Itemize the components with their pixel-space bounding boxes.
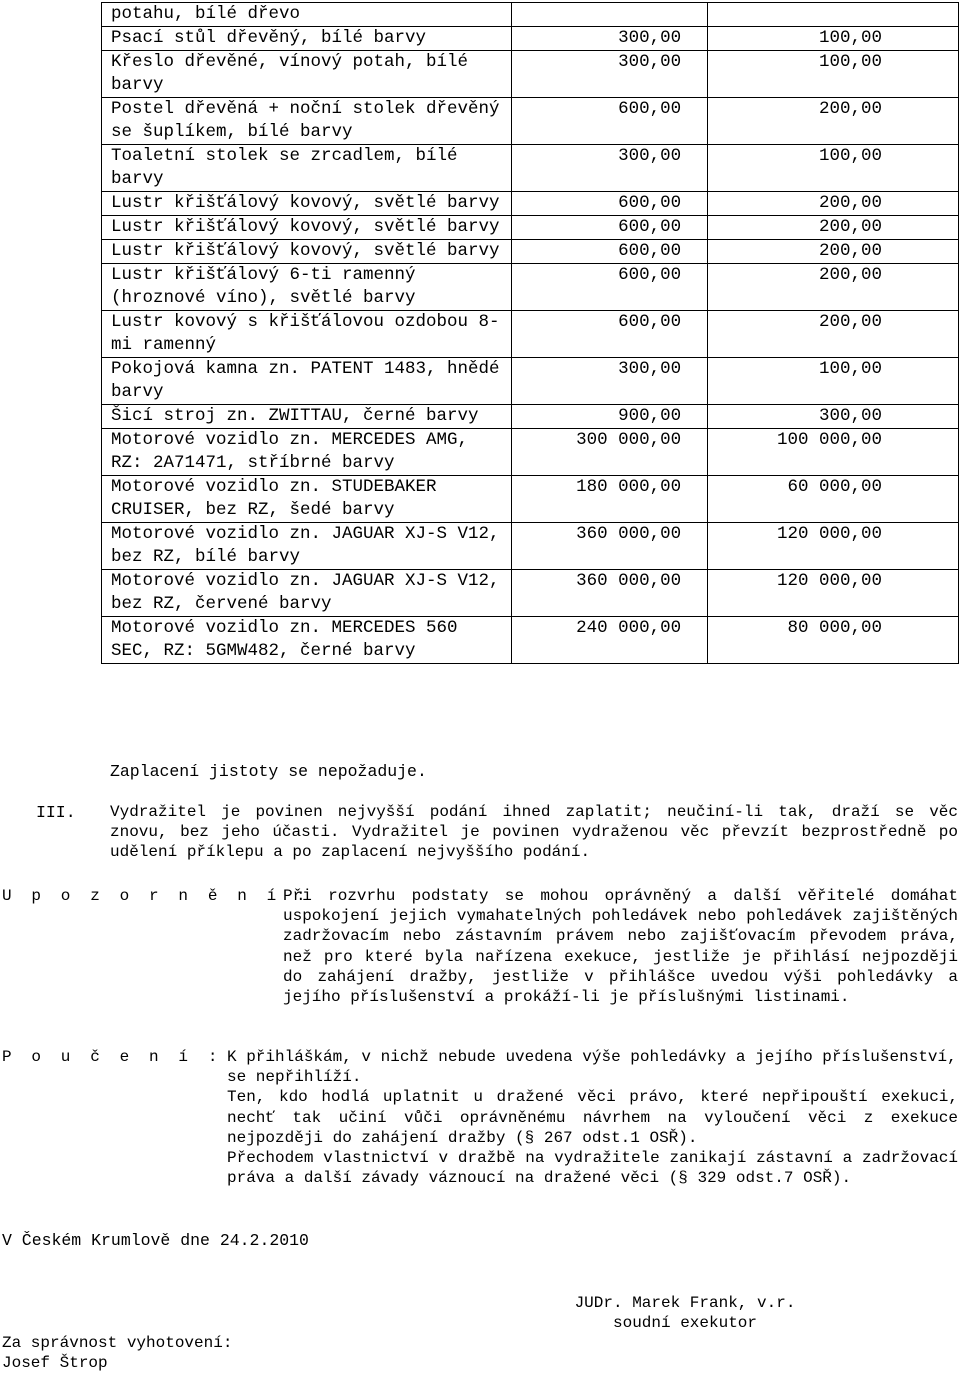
items-table-body: [102, 3, 959, 664]
copy-verification-name: Josef Štrop: [2, 1354, 108, 1373]
item-name: Lustr křišťálový kovový, světlé barvy: [111, 193, 500, 213]
item-deposit: 200,00: [708, 264, 959, 311]
instruction-block: [227, 1047, 958, 1188]
instruction-paragraph-3: Přechodem vlastnictví v dražbě na vydražitele zanikají zástavní a zadržovací práva a další závady váznoucí na dražené věci (§ 329 odst.7 OSŘ).: [227, 1149, 958, 1188]
item-price: 300,00: [511, 145, 707, 192]
item-price: 180 000,00: [511, 476, 707, 523]
item-deposit: 200,00: [708, 311, 959, 358]
item-name-cell: [102, 145, 512, 192]
section-number: III.: [36, 803, 76, 822]
item-price: 300,00: [511, 27, 707, 51]
item-deposit: 80 000,00: [708, 617, 959, 664]
table-row: [102, 216, 959, 240]
item-name: Toaletní stolek se zrcadlem, bílé barvy: [111, 146, 469, 189]
instruction-label-text: P o u č e n í :: [2, 1048, 223, 1066]
table-row: [102, 311, 959, 358]
item-price: 300,00: [511, 358, 707, 405]
copy-verification: [2, 1333, 232, 1373]
notice-text: Při rozvrhu podstaty se mohou oprávněný a další věřitelé domáhat uspokojení jejich vymahatelných pohledávek nebo pohledávek zajištěných zadržovacím nebo zástavním právem nebo zajišťovacím převodem práva, než pro které byla nařízena exekuce, jestliže je přihlásí nejpozději do zahájení dražby, jestliže v přihlášce uvedou výši pohledávky a jejího příslušenství a prokáží-li je příslušnými listinami.: [283, 887, 958, 1007]
table-row: [102, 405, 959, 429]
signature-title: soudní exekutor: [612, 1314, 758, 1333]
item-name: Psací stůl dřevěný, bílé barvy: [111, 28, 427, 48]
item-deposit: 300,00: [708, 405, 959, 429]
item-deposit: 100,00: [708, 358, 959, 405]
item-name-cell: [102, 405, 512, 429]
notice-label: [2, 886, 311, 906]
place-and-date: V Českém Krumlově dne 24.2.2010: [2, 1231, 309, 1250]
item-price: 360 000,00: [511, 523, 707, 570]
item-name: Pokojová kamna zn. PATENT 1483, hnědé barvy: [111, 359, 511, 402]
item-name: Motorové vozidlo zn. MERCEDES AMG, RZ: 2A71471, stříbrné barvy: [111, 430, 479, 473]
item-deposit: 200,00: [708, 216, 959, 240]
item-name-cell: [102, 240, 512, 264]
item-name: Lustr kovový s křišťálovou ozdobou 8-mi ramenný: [111, 312, 500, 355]
item-name-cell: [102, 358, 512, 405]
table-row: [102, 192, 959, 216]
item-name-cell: [102, 476, 512, 523]
item-name: Motorové vozidlo zn. JAGUAR XJ-S V12, bez RZ, červené barvy: [111, 571, 511, 614]
item-deposit: 120 000,00: [708, 570, 959, 617]
table-row: [102, 3, 959, 27]
item-name: Křeslo dřevěné, vínový potah, bílé barvy: [111, 52, 479, 95]
item-name-cell: [102, 311, 512, 358]
item-price: 600,00: [511, 240, 707, 264]
item-price: 600,00: [511, 264, 707, 311]
item-name-cell: [102, 27, 512, 51]
table-row: [102, 27, 959, 51]
section3-text: Vydražitel je povinen nejvyšší podání ihned zaplatit; neučiní-li tak, draží se věc znovu, bez jeho účasti. Vydražitel je povinen vydraženou věc převzít bezprostředně po udělení příklepu a po zaplacení nejvyššího podání.: [110, 803, 958, 862]
instruction-label: [2, 1047, 223, 1067]
item-name: Motorové vozidlo zn. MERCEDES 560 SEC, RZ: 5GMW482, černé barvy: [111, 618, 469, 661]
copy-verification-label: Za správnost vyhotovení:: [2, 1334, 233, 1352]
item-deposit: 120 000,00: [708, 523, 959, 570]
item-deposit: 100,00: [708, 145, 959, 192]
item-deposit: 200,00: [708, 98, 959, 145]
instruction-paragraph-2: Ten, kdo hodlá uplatnit u dražené věci právo, které nepřipouští exekuci, nechť tak učiní vůči oprávněnému návrhem na vyloučení věci z exekuce nejpozději do zahájení dražby (§ 267 odst.1 OSŘ).: [227, 1088, 958, 1147]
item-name: Šicí stroj zn. ZWITTAU, černé barvy: [111, 406, 479, 426]
signature-block: [540, 1293, 830, 1333]
item-name: Motorové vozidlo zn. STUDEBAKER CRUISER, bez RZ, šedé barvy: [111, 477, 448, 520]
table-row: [102, 98, 959, 145]
item-price: 600,00: [511, 192, 707, 216]
table-row: [102, 264, 959, 311]
instruction-paragraph-1: K přihláškám, v nichž nebude uvedena výše pohledávky a jejího příslušenství, se nepřihlíží.: [227, 1048, 957, 1087]
table-row: [102, 570, 959, 617]
deposit-note: Zaplacení jistoty se nepožaduje.: [110, 762, 427, 781]
item-deposit: 100,00: [708, 51, 959, 98]
item-price: 600,00: [511, 216, 707, 240]
table-row: [102, 617, 959, 664]
item-name-cell: [102, 216, 512, 240]
table-row: [102, 145, 959, 192]
item-deposit: 200,00: [708, 240, 959, 264]
item-price: 600,00: [511, 98, 707, 145]
item-name-cell: [102, 617, 512, 664]
item-deposit: 100,00: [708, 27, 959, 51]
item-name-cell: [102, 51, 512, 98]
item-name-cell: [102, 3, 512, 27]
item-name: Postel dřevěná + noční stolek dřevěný se šuplíkem, bílé barvy: [111, 99, 511, 142]
table-row: [102, 429, 959, 476]
notice-label-text: U p o z o r n ě n í :: [2, 887, 311, 905]
item-name-cell: [102, 98, 512, 145]
table-row: [102, 51, 959, 98]
item-deposit: 100 000,00: [708, 429, 959, 476]
item-name-cell: [102, 523, 512, 570]
table-row: [102, 358, 959, 405]
item-price: 300,00: [511, 51, 707, 98]
item-price: 360 000,00: [511, 570, 707, 617]
item-deposit: [708, 3, 959, 27]
item-price: [511, 3, 707, 27]
item-price: 300 000,00: [511, 429, 707, 476]
item-deposit: 60 000,00: [708, 476, 959, 523]
item-name-cell: [102, 570, 512, 617]
item-price: 900,00: [511, 405, 707, 429]
item-name: potahu, bílé dřevo: [111, 4, 301, 24]
item-name-cell: [102, 192, 512, 216]
item-name-cell: [102, 429, 512, 476]
table-row: [102, 523, 959, 570]
table-row: [102, 476, 959, 523]
item-price: 600,00: [511, 311, 707, 358]
table-row: [102, 240, 959, 264]
item-name: Lustr křišťálový kovový, světlé barvy: [111, 217, 500, 237]
items-table: [101, 2, 959, 664]
item-name: Lustr křišťálový kovový, světlé barvy: [111, 241, 500, 261]
item-name-cell: [102, 264, 512, 311]
item-deposit: 200,00: [708, 192, 959, 216]
item-name: Lustr křišťálový 6-ti ramenný (hroznové víno), světlé barvy: [111, 265, 427, 308]
item-name: Motorové vozidlo zn. JAGUAR XJ-S V12, bez RZ, bílé barvy: [111, 524, 511, 567]
signature-name: JUDr. Marek Frank, v.r.: [574, 1294, 796, 1312]
item-price: 240 000,00: [511, 617, 707, 664]
